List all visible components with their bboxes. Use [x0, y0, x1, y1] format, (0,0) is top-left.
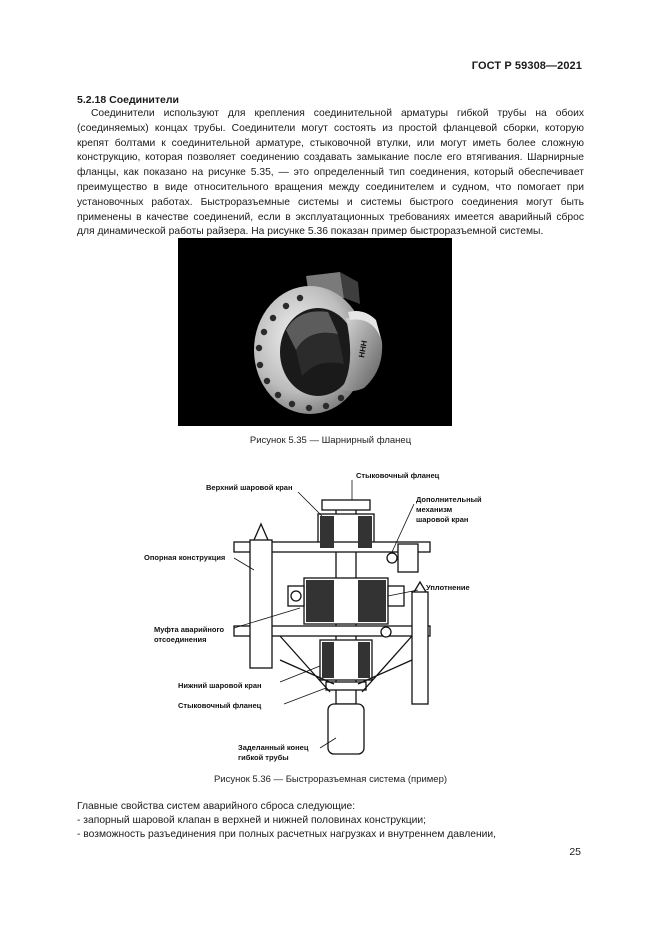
figure-5-36-caption: Рисунок 5.36 — Быстроразъемная система (пример)	[213, 774, 448, 785]
hinged-flange-photo	[178, 238, 452, 426]
label-emergency-coupling-1: Муфта аварийного	[154, 625, 225, 634]
label-emergency-coupling-2: отсоединения	[154, 635, 207, 644]
page-number: 25	[569, 846, 581, 858]
hinged-flange-illustration	[178, 238, 452, 426]
svg-text:HHH: HHH	[357, 339, 369, 359]
left-support-column	[250, 540, 272, 668]
label-docking-flange-top: Стыковочный фланец	[356, 471, 440, 480]
label-sealed-end-2: гибкой трубы	[238, 753, 289, 762]
document-standard-header: ГОСТ Р 59308—2021	[471, 60, 582, 72]
label-additional-valve-2: механизм	[416, 505, 453, 514]
properties-list	[77, 800, 584, 843]
label-sealed-end-1: Заделанный конец	[238, 743, 309, 752]
label-support-structure: Опорная конструкция	[144, 553, 226, 562]
figure-5-35-caption: Рисунок 5.35 — Шарнирный фланец	[249, 435, 412, 446]
label-seal: Уплотнение	[426, 583, 470, 592]
section-paragraph: Соединители используют для крепления соединительной арматуры гибкой трубы на обоих (соединяемых) концах трубы. Соединители могут состоять из простой фланцевой сборки, которую крепят болтами к соединительной арматуре, стыковочной втулки, или могут иметь более сложную конструкцию, которая позволяет соединению создавать замыкание после его втягивания. Шарнирные фланцы, как показано на рисунке 5.35, — это определенный тип соединения, который обеспечивает преимущество в виде относительного вращения между соединителем и судном, что помогает при установочных работах. Быстроразъемные системы и системы быстрого соединения могут быть применены в качестве соединений, если в эксплуатационных требованиях имеется аварийный сброс для динамической работы райзера. На рисунке 5.36 показан пример быстроразъемной системы.	[77, 108, 584, 238]
label-upper-ball-valve: Верхний шаровой кран	[206, 483, 293, 492]
quick-disconnect-drawing	[130, 460, 520, 766]
section-title: 5.2.18 Соединители	[77, 94, 179, 106]
label-additional-valve-3: шаровой кран	[416, 515, 469, 524]
section-body	[77, 107, 584, 240]
label-docking-flange-bottom: Стыковочный фланец	[178, 701, 262, 710]
list-item: - запорный шаровой клапан в верхней и нижней половинах конструкции;	[77, 815, 426, 827]
right-support-column	[412, 592, 428, 704]
properties-intro: Главные свойства систем аварийного сброса следующие:	[77, 801, 356, 812]
label-lower-ball-valve: Нижний шаровой кран	[178, 681, 262, 690]
list-item: - возможность разъединения при полных расчетных нагрузках и внутреннем давлении,	[77, 829, 497, 841]
label-additional-valve-1: Дополнительный	[416, 495, 482, 504]
